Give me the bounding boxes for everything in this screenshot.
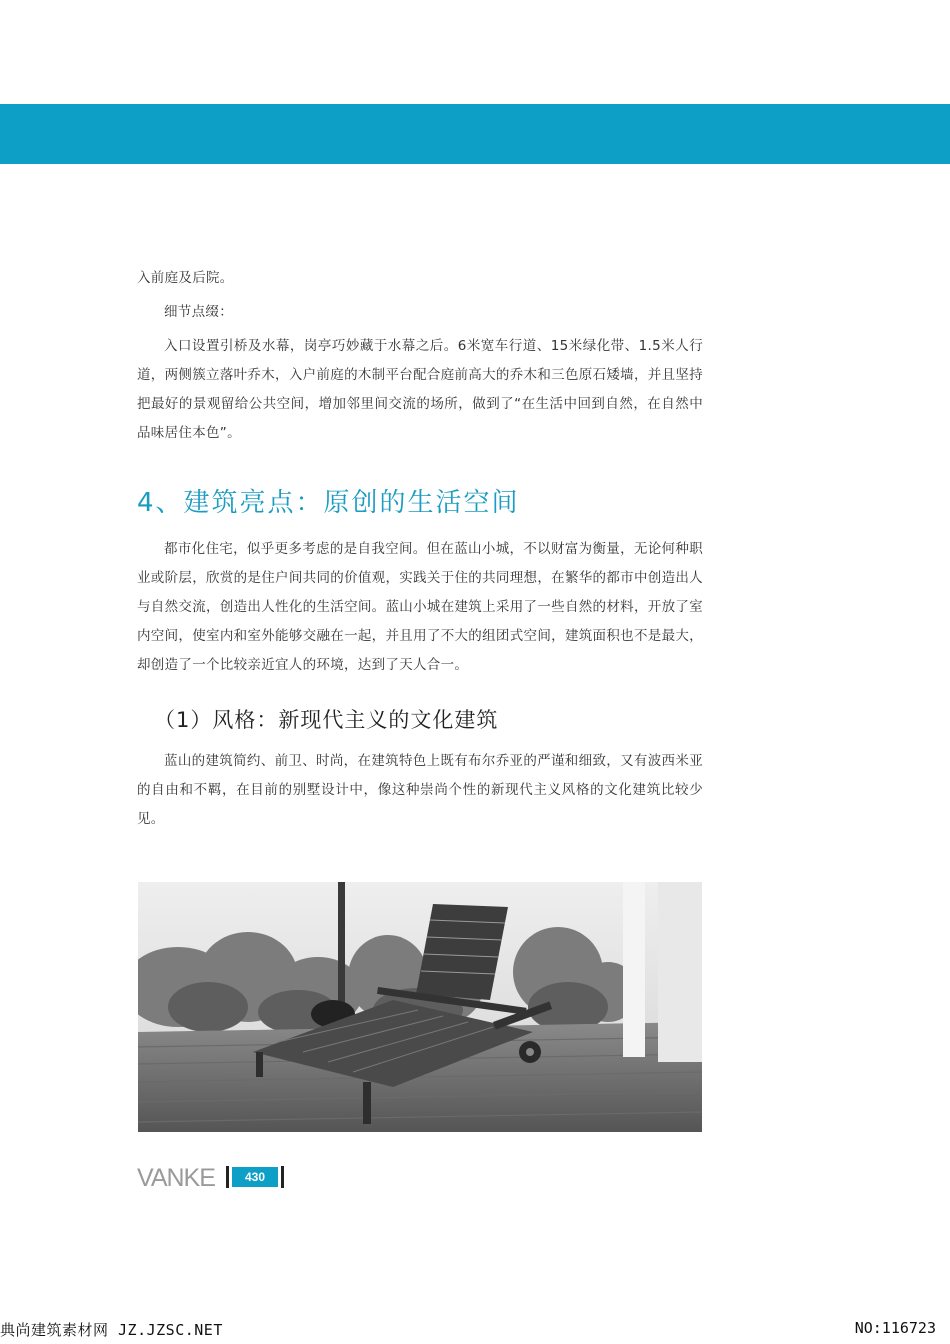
footer-divider (226, 1166, 229, 1188)
paragraph-entrance: 入口设置引桥及水幕，岗亭巧妙藏于水幕之后。6米宽车行道、15米绿化带、1.5米人行道，两侧簇立落叶乔木，入户前庭的木制平台配合庭前高大的乔木和三色原石矮墙，并且坚持把最好的景观留给公共空间，增加邻里间交流的场所，做到了“在生活中回到自然，在自然中品味居住本色”。 (137, 338, 703, 441)
watermark-site: 典尚建筑素材网 JZ.JZSC.NET (0, 1321, 223, 1339)
footer-divider (281, 1166, 284, 1188)
header-band (0, 104, 950, 164)
paragraph-continuation: 入前庭及后院。 (137, 270, 234, 286)
sub-heading: （1）风格：新现代主义的文化建筑 (154, 708, 499, 732)
deck-chair-photo (138, 882, 702, 1132)
page-number: 430 (232, 1167, 278, 1187)
paragraph-detail-label: 细节点缀： (164, 304, 233, 320)
paragraph-style: 蓝山的建筑简约、前卫、时尚，在建筑特色上既有布尔乔亚的严谨和细致，又有波西米亚的自由和不羁，在目前的别墅设计中，像这种崇尚个性的新现代主义风格的文化建筑比较少见。 (137, 753, 703, 827)
vanke-logo: VANKE (137, 1164, 215, 1192)
section-heading: 4、建筑亮点：原创的生活空间 (137, 488, 520, 518)
watermark-number: NO:116723 (854, 1319, 936, 1337)
paragraph-living-space: 都市化住宅，似乎更多考虑的是自我空间。但在蓝山小城，不以财富为衡量，无论何种职业或阶层，欣赏的是住户间共同的价值观，实践关于住的共同理想，在繁华的都市中创造出人与自然交流，创造出人性化的生活空间。蓝山小城在建筑上采用了一些自然的材料，开放了室内空间，使室内和室外能够交融在一起，并且用了不大的组团式空间，建筑面积也不是最大，却创造了一个比较亲近宜人的环境，达到了天人合一。 (137, 541, 703, 673)
